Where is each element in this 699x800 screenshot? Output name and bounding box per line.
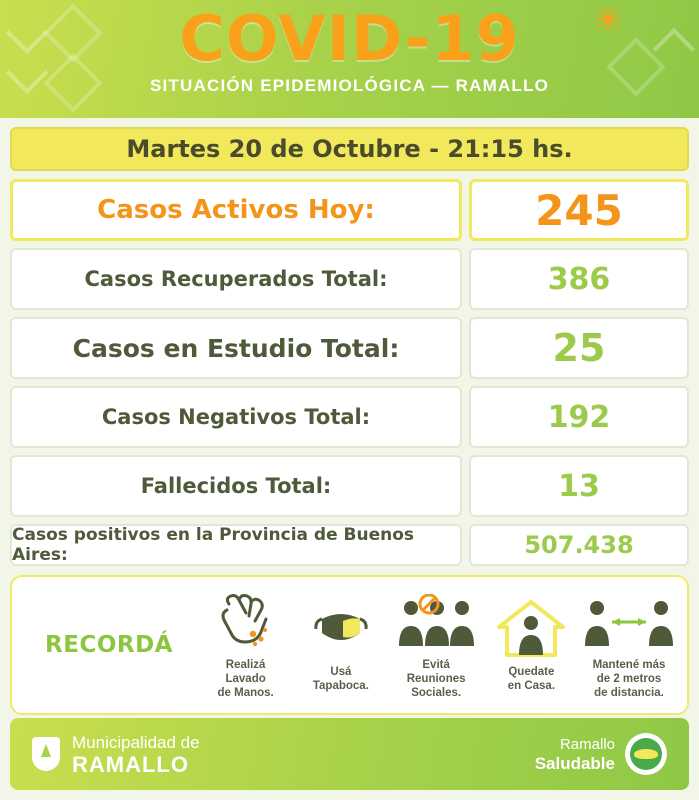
stat-value: 245 xyxy=(535,185,623,235)
handwash-icon xyxy=(200,590,291,652)
page-title: COVID-19 xyxy=(179,2,520,75)
stat-value: 13 xyxy=(558,468,600,504)
stat-value-cell xyxy=(469,455,689,517)
reminder-item xyxy=(293,597,388,693)
municipality-line2: RAMALLO xyxy=(72,752,189,777)
stat-value-cell xyxy=(469,317,689,379)
stat-row xyxy=(10,179,689,241)
stat-label: Casos Negativos Total: xyxy=(101,405,371,429)
province-value-cell xyxy=(469,524,689,566)
reminder-item xyxy=(484,597,579,693)
stat-label: Casos en Estudio Total: xyxy=(72,333,400,363)
province-label: Casos positivos en la Provincia de Buenos Aires: xyxy=(12,525,415,565)
ramallo-saludable-logo xyxy=(535,733,667,775)
reminder-item xyxy=(389,590,484,700)
reminder-text: Usá Tapaboca. xyxy=(312,666,369,692)
reminder-text: Mantené más de 2 metros de distancia. xyxy=(592,659,666,699)
reminders-box xyxy=(10,575,689,715)
stats-list xyxy=(10,179,689,517)
stat-label-cell xyxy=(10,317,462,379)
ramallo-saludable-line2: Saludable xyxy=(534,754,615,773)
poster-header xyxy=(0,0,699,118)
stat-label: Casos Activos Hoy: xyxy=(97,195,375,225)
municipality-logo xyxy=(32,732,200,776)
poster-footer xyxy=(10,718,689,790)
social-distance-icon xyxy=(581,590,677,652)
stat-label: Casos Recuperados Total: xyxy=(84,267,388,291)
no-gatherings-icon xyxy=(391,590,482,652)
stat-label-cell xyxy=(10,386,462,448)
reminder-text: Evitá Reuniones Sociales. xyxy=(406,659,466,699)
stat-value: 25 xyxy=(552,326,606,370)
reminder-item xyxy=(579,590,679,700)
stat-value-cell xyxy=(469,386,689,448)
reminder-text: Realizá Lavado de Manos. xyxy=(217,659,274,699)
stat-label-cell xyxy=(10,248,462,310)
page-subtitle: SITUACIÓN EPIDEMIOLÓGICA — RAMALLO xyxy=(149,76,550,95)
date-bar xyxy=(10,127,689,171)
stat-row xyxy=(10,455,689,517)
stat-label-cell xyxy=(10,179,462,241)
stat-label-cell xyxy=(10,455,462,517)
stat-row xyxy=(10,248,689,310)
stat-row xyxy=(10,317,689,379)
stat-row xyxy=(10,386,689,448)
ramallo-saludable-badge-icon xyxy=(625,733,667,775)
shield-icon xyxy=(32,737,60,771)
reminders-title: RECORDÁ xyxy=(45,632,173,658)
province-value: 507.438 xyxy=(524,531,634,559)
stat-value: 386 xyxy=(547,261,611,297)
stat-label: Fallecidos Total: xyxy=(140,474,332,498)
municipality-line1: Municipalidad de xyxy=(72,733,200,752)
stat-value-cell xyxy=(469,179,689,241)
reminder-item xyxy=(198,590,293,700)
stat-value: 192 xyxy=(547,399,611,435)
ramallo-saludable-line1: Ramallo xyxy=(559,736,615,753)
reminder-text: Quedate en Casa. xyxy=(507,666,556,692)
date-text: Martes 20 de Octubre - 21:15 hs. xyxy=(126,135,573,163)
province-label-cell xyxy=(10,524,462,566)
province-row xyxy=(10,524,689,566)
stay-home-icon xyxy=(486,597,577,659)
mask-icon xyxy=(295,597,386,659)
stat-value-cell xyxy=(469,248,689,310)
